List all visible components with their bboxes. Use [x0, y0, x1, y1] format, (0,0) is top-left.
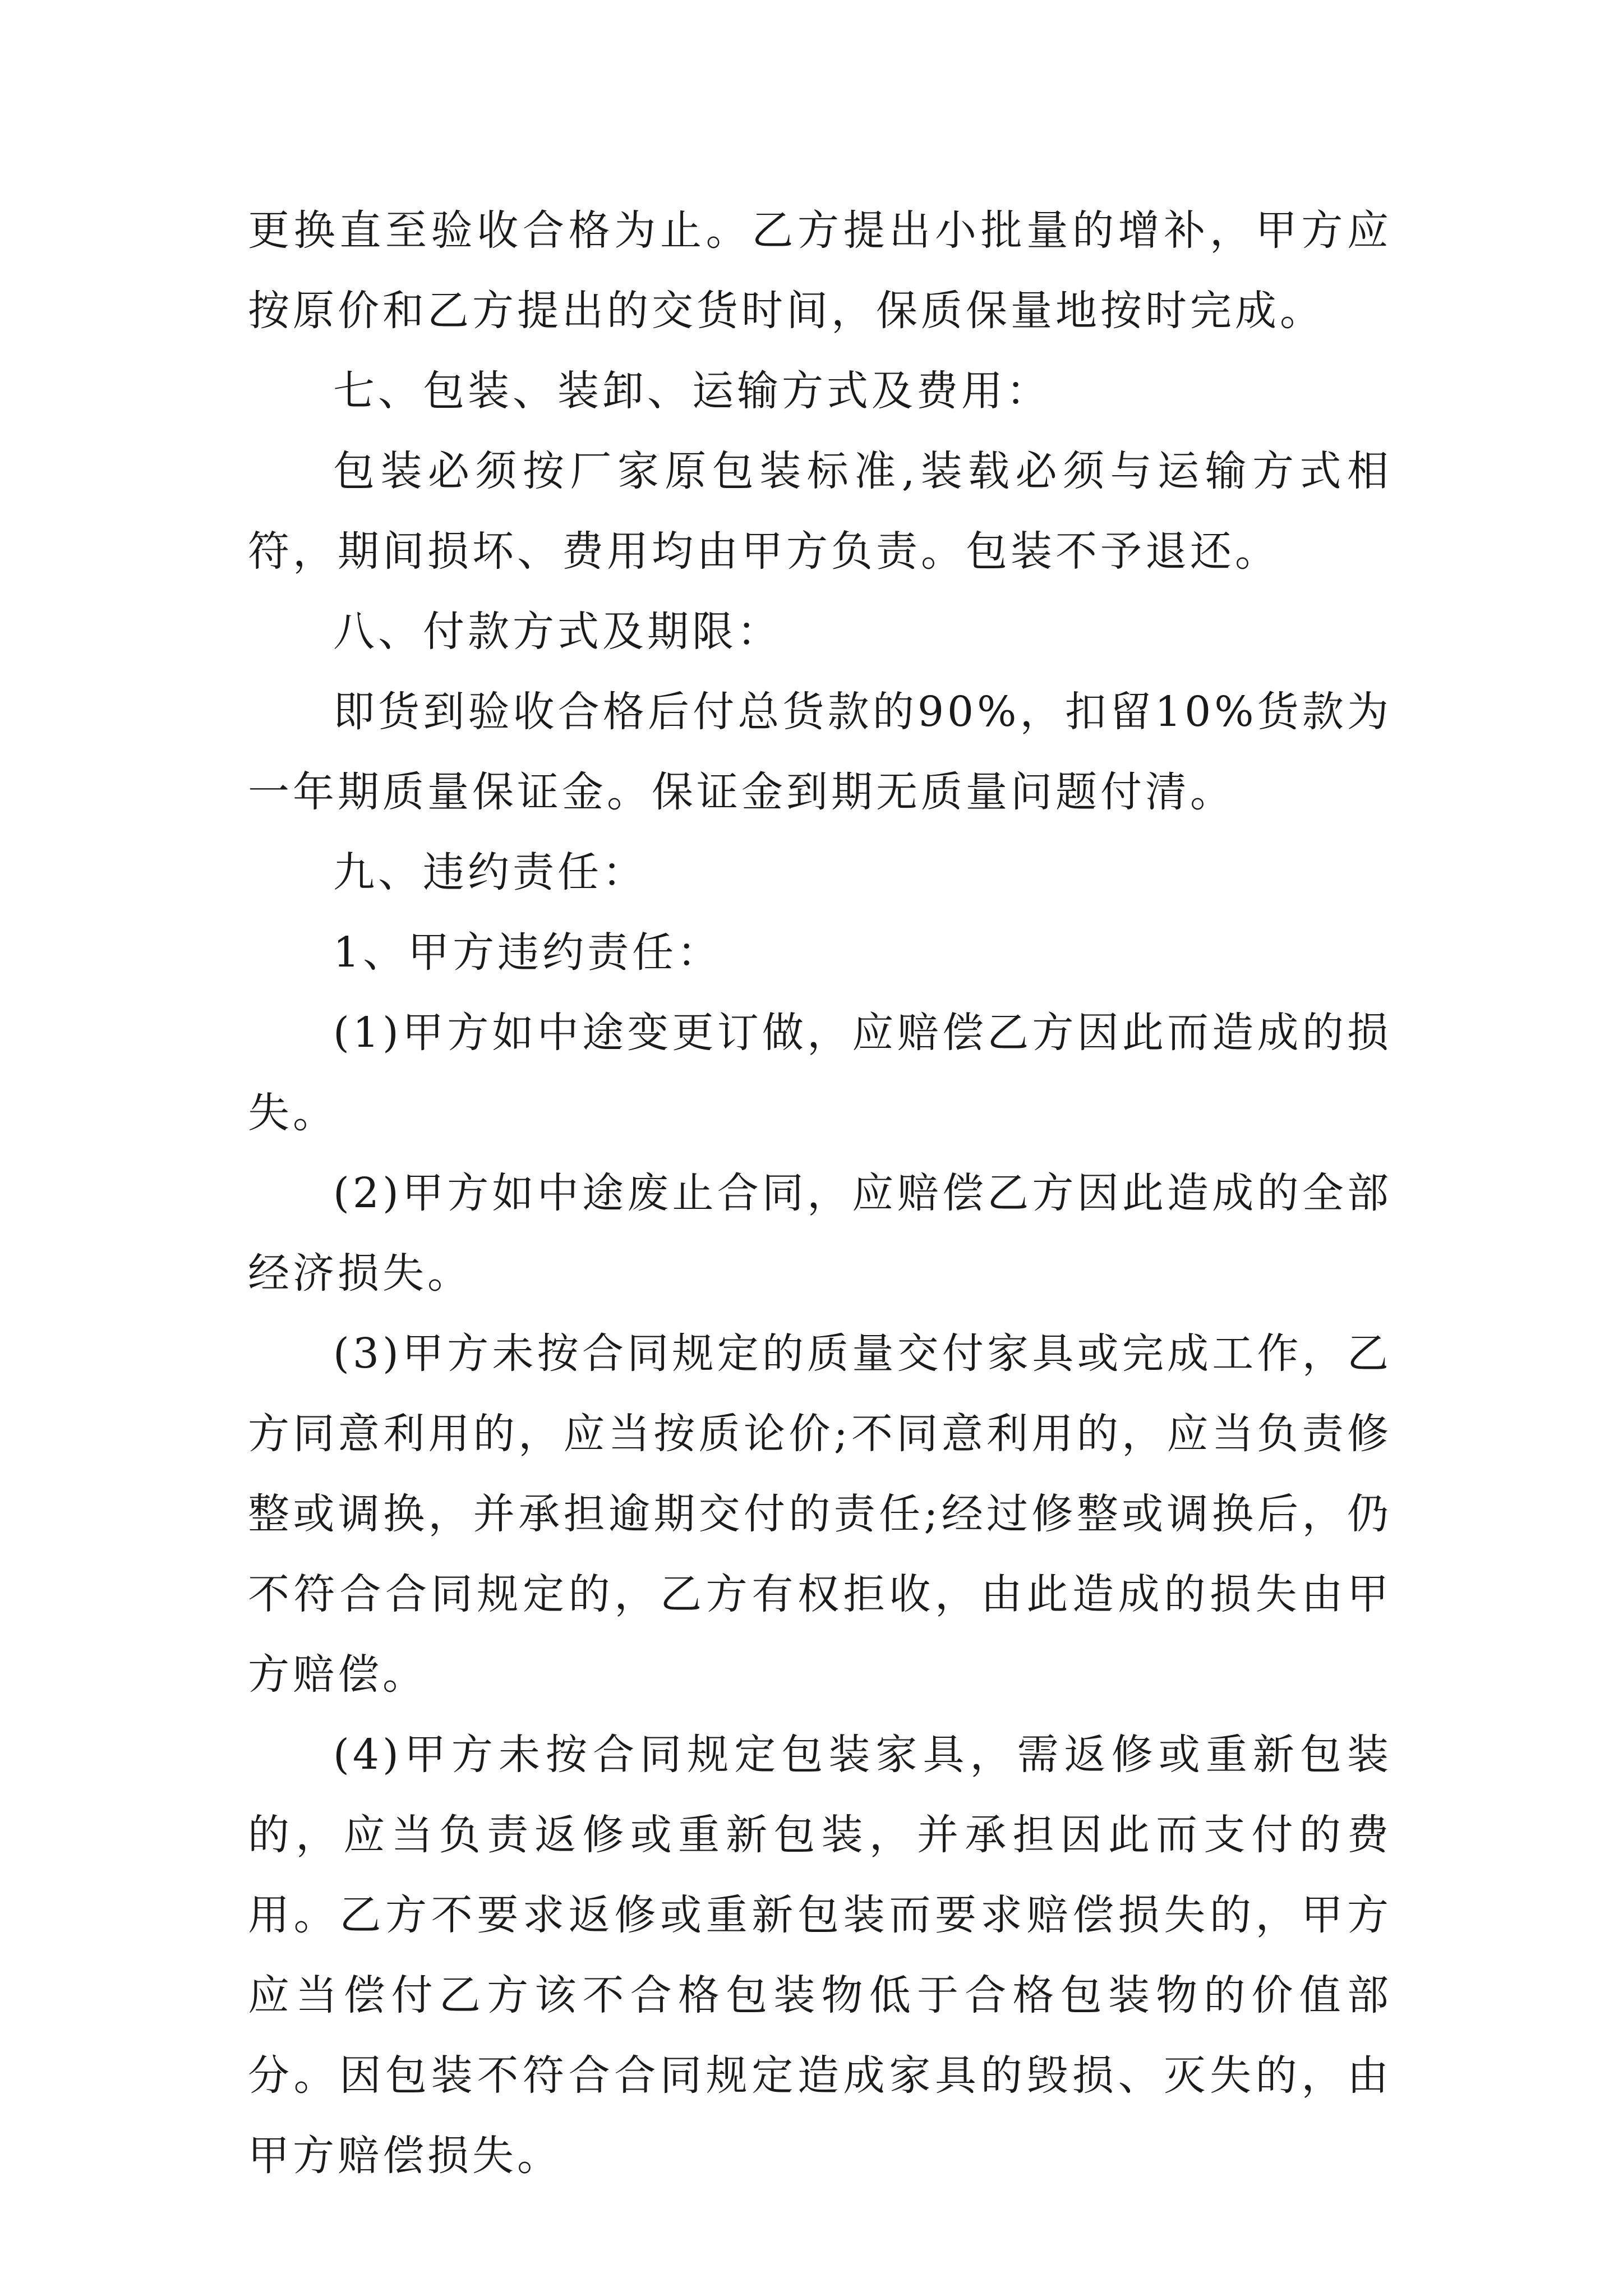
heading-section-7-packaging: 七、包装、装卸、运输方式及费用：	[333, 367, 1051, 415]
clause-3-quality: (3)甲方未按合同规定的质量交付家具或完成工作，乙方同意利用的，应当按质论价;不同意利用的，应当负责修整或调换，并承担逾期交付的责任;经过修整或调换后，仍不符合合同规定的，乙方有权拒收，由此造成的损失由甲方赔偿。	[248, 1329, 1392, 1699]
contract-body	[248, 191, 1392, 2196]
paragraph-packaging-terms: 包装必须按厂家原包装标准,装载必须与运输方式相符，期间损坏、费用均由甲方负责。包装不予退还。	[248, 447, 1392, 576]
subheading-party-a-liability: 1、甲方违约责任：	[333, 928, 722, 977]
heading-section-9-liability: 九、违约责任：	[333, 848, 647, 896]
paragraph-payment-terms: 即货到验收合格后付总货款的90%，扣留10%货款为一年期质量保证金。保证金到期无质量问题付清。	[248, 688, 1392, 816]
paragraph-continued-replacement: 更换直至验收合格为止。乙方提出小批量的增补，甲方应按原价和乙方提出的交货时间，保质保量地按时完成。	[248, 206, 1392, 335]
clause-2-terminate-contract: (2)甲方如中途废止合同，应赔偿乙方因此造成的全部经济损失。	[248, 1169, 1392, 1297]
clause-1-change-order: (1)甲方如中途变更订做，应赔偿乙方因此而造成的损失。	[248, 1009, 1392, 1137]
heading-section-8-payment: 八、付款方式及期限：	[333, 608, 782, 656]
clause-4-packaging: (4)甲方未按合同规定包装家具，需返修或重新包装的，应当负责返修或重新包装，并承担因此而支付的费用。乙方不要求返修或重新包装而要求赔偿损失的，甲方应当偿付乙方该不合格包装物低于合格包装物的价值部分。因包装不符合合同规定造成家具的毁损、灭失的，由甲方赔偿损失。	[248, 1731, 1392, 2180]
